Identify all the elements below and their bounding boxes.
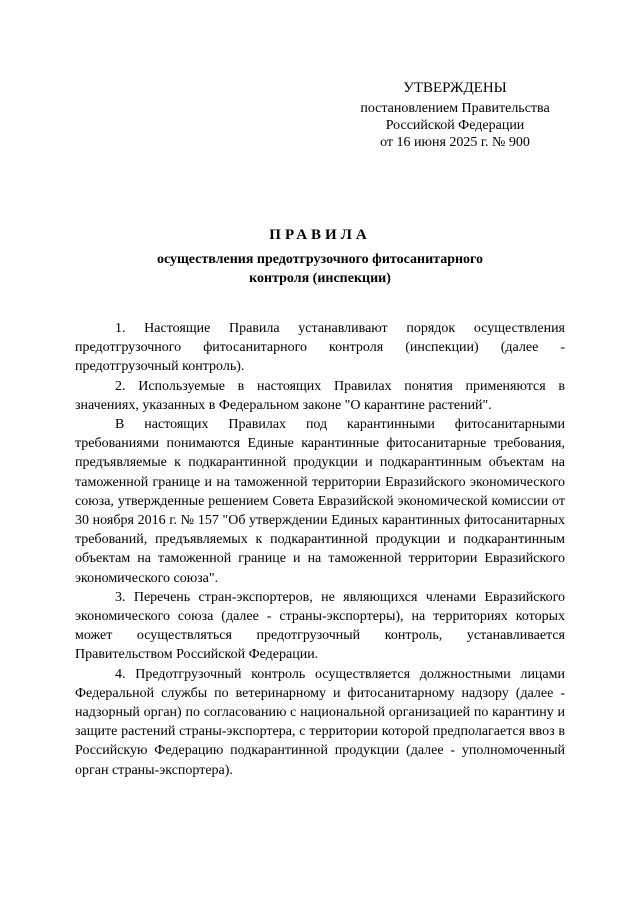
document-subtitle <box>60 250 580 288</box>
document-title: ПРАВИЛА <box>269 227 371 243</box>
approval-block <box>340 80 570 151</box>
approval-line: Российской Федерации <box>385 118 525 133</box>
paragraph: 4. Предотгрузочный контроль осуществляется должностными лицами Федеральной службы по ветеринарному и фитосанитарному надзору (далее - надзорный орган) по согласованию с национальной организацией по карантину и защите растений страны-экспортера, с территории которой предполагается ввоз в Российскую Федерацию подкарантинной продукции (далее - уполномоченный орган страны-экспортера). <box>75 666 565 778</box>
approval-title: УТВЕРЖДЕНЫ <box>403 80 507 96</box>
subtitle-line: осуществления предотгрузочного фитосанитарного <box>156 252 484 267</box>
paragraph: 1. Настоящие Правила устанавливают порядок осуществления предотгрузочного фитосанитарного контроля (инспекции) (далее - предотгрузочный контроль). <box>75 321 565 375</box>
subtitle-line: контроля (инспекции) <box>249 271 391 286</box>
paragraph: 2. Используемые в настоящих Правилах понятия применяются в значениях, указанных в Федеральном законе "О карантине растений". <box>75 378 565 413</box>
approval-date: от 16 июня 2025 г. № 900 <box>380 135 530 150</box>
document-body <box>75 319 565 780</box>
paragraph: 3. Перечень стран-экспортеров, не являющихся членами Евразийского экономического союза (далее - страны-экспортеры), на территориях которых может осуществляться предотгрузочный контроль, устанавливается Правительством Российской Федерации. <box>75 589 565 663</box>
approval-line: постановлением Правительства <box>360 101 550 116</box>
paragraph: В настоящих Правилах под карантинными фитосанитарными требованиями понимаются Единые карантинные фитосанитарные требования, предъявляемые к подкарантинной продукции и подкарантинным объектам на таможенной границе и на таможенной территории Евразийского экономического союза, утвержденные решением Совета Евразийской экономической комиссии от 30 ноября 2016 г. № 157 "Об утверждении Единых карантинных фитосанитарных требований, предъявляемых к подкарантинной продукции и подкарантинным объектам на таможенной границе и на таможенной территории Евразийского экономического союза". <box>75 417 565 586</box>
